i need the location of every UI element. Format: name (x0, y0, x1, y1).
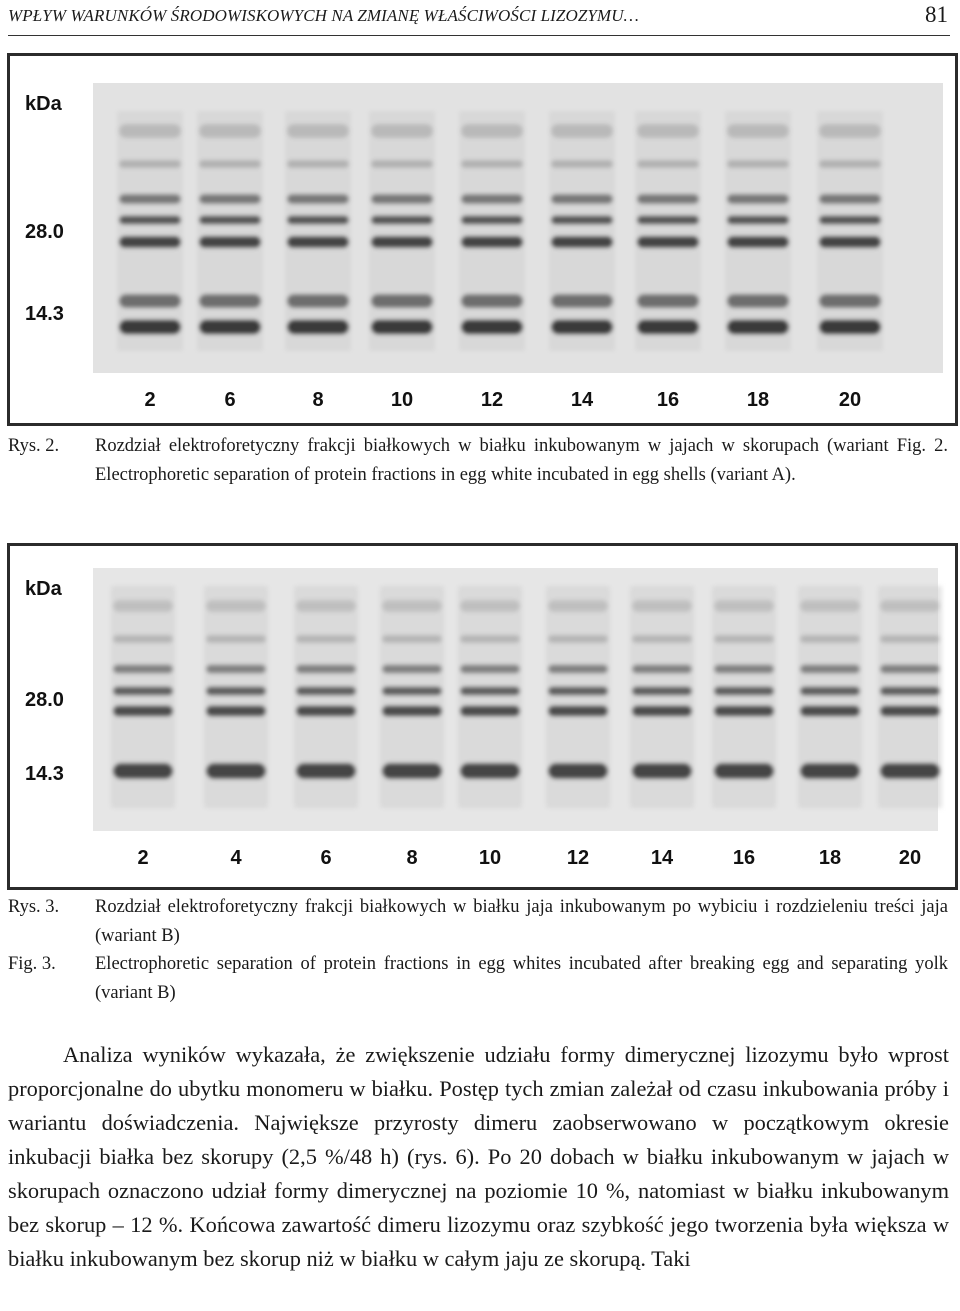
gel-lane (204, 586, 268, 808)
gel-lane (117, 111, 183, 351)
marker-label-14: 14.3 (25, 303, 64, 325)
protein-band (800, 665, 860, 674)
lane-smear (459, 111, 525, 351)
gel-image-fig3 (10, 546, 955, 887)
protein-band (460, 763, 520, 779)
protein-band (727, 194, 789, 204)
protein-band (819, 216, 881, 225)
protein-band (371, 294, 433, 308)
gel-lane (630, 586, 694, 808)
protein-band (551, 236, 613, 248)
protein-band (727, 160, 789, 168)
caption-label-en: Fig. 3. (8, 954, 56, 974)
protein-band (551, 216, 613, 225)
protein-band (632, 687, 692, 696)
lane-label: 6 (320, 847, 332, 869)
lane-label: 16 (656, 389, 680, 411)
lane-label: 14 (570, 389, 594, 411)
protein-band (119, 194, 181, 204)
protein-band (632, 763, 692, 779)
protein-band (119, 124, 181, 138)
protein-band (460, 687, 520, 696)
protein-band (206, 687, 266, 696)
protein-band (819, 160, 881, 168)
lane-smear (817, 111, 883, 351)
gel-lane (817, 111, 883, 351)
gel-lane (369, 111, 435, 351)
protein-band (714, 687, 774, 696)
marker-label-28: 28.0 (25, 221, 64, 243)
protein-band (800, 687, 860, 696)
protein-band (287, 194, 349, 204)
protein-band (460, 665, 520, 674)
protein-band (548, 687, 608, 696)
protein-band (296, 600, 356, 612)
protein-band (548, 600, 608, 612)
protein-band (880, 687, 940, 696)
protein-band (461, 236, 523, 248)
protein-band (727, 216, 789, 225)
protein-band (382, 665, 442, 674)
lane-label: 12 (480, 389, 504, 411)
gel-lane (712, 586, 776, 808)
lane-label: 4 (230, 847, 242, 869)
unit-label: kDa (25, 578, 62, 600)
body-paragraph: Analiza wyników wykazała, że zwiększenie udziału formy dimerycznej lizozymu było wprost proporcjonalne do ubytku monomeru w białku. Postęp tych zmian zależał od czasu inkubowania próby i wariantu doświadczenia. Największe przyrosty dimeru zaobserwowano w początkowym okresie inkubacji białka bez skorupy (2,5 %/48 h) (rys. 6). Po 20 dobach w białku inkubowanym w jajach w skorupach oznaczono udział formy dimerycznej na poziomie 10 %, natomiast w białku inkubowanym bez skorup – 12 %. Końcowa zawartość dimeru lizozymu oraz szybkość jego tworzenia była większa w białku inkubowanym bez skorup niż w białku w całym jaju ze skorupą. Taki (8, 1042, 949, 1271)
protein-band (819, 194, 881, 204)
protein-band (296, 687, 356, 696)
running-header (8, 0, 950, 36)
protein-band (880, 763, 940, 779)
protein-band (287, 216, 349, 225)
protein-band (296, 635, 356, 643)
protein-band (119, 216, 181, 225)
gel-image-fig2 (10, 56, 955, 423)
lane-label: 10 (478, 847, 502, 869)
gel-lane (111, 586, 175, 808)
protein-band (382, 600, 442, 612)
protein-band (714, 706, 774, 717)
protein-band (296, 763, 356, 779)
lane-label: 2 (144, 389, 156, 411)
protein-band (714, 635, 774, 643)
protein-band (206, 600, 266, 612)
protein-band (727, 320, 789, 335)
lane-label: 12 (566, 847, 590, 869)
protein-band (637, 124, 699, 138)
protein-band (119, 160, 181, 168)
protein-band (199, 216, 261, 225)
protein-band (637, 194, 699, 204)
protein-band (371, 216, 433, 225)
lane-smear (197, 111, 263, 351)
protein-band (460, 600, 520, 612)
lane-label: 20 (838, 389, 862, 411)
protein-band (206, 763, 266, 779)
lane-smear (725, 111, 791, 351)
gel-lane (725, 111, 791, 351)
gel-lanes (117, 111, 883, 351)
gel-lane (546, 586, 610, 808)
protein-band (206, 706, 266, 717)
protein-band (199, 124, 261, 138)
protein-band (714, 763, 774, 779)
protein-band (551, 160, 613, 168)
protein-band (800, 635, 860, 643)
lane-label: 10 (390, 389, 414, 411)
protein-band (460, 635, 520, 643)
protein-band (206, 665, 266, 674)
lane-labels (144, 389, 861, 411)
protein-band (113, 763, 173, 779)
protein-band (819, 124, 881, 138)
protein-band (287, 320, 349, 335)
protein-band (819, 294, 881, 308)
figure-3-caption (0, 893, 960, 1013)
caption-label: Rys. 2. (8, 436, 60, 456)
figure-2 (7, 53, 958, 426)
lane-smear (369, 111, 435, 351)
gel-lane (878, 586, 942, 808)
protein-band (461, 216, 523, 225)
protein-band (296, 665, 356, 674)
protein-band (371, 124, 433, 138)
protein-band (382, 687, 442, 696)
protein-band (551, 320, 613, 335)
protein-band (113, 600, 173, 612)
protein-band (880, 635, 940, 643)
protein-band (637, 320, 699, 335)
protein-band (113, 665, 173, 674)
protein-band (632, 600, 692, 612)
protein-band (460, 706, 520, 717)
protein-band (113, 706, 173, 717)
protein-band (199, 160, 261, 168)
protein-band (382, 635, 442, 643)
protein-band (637, 294, 699, 308)
protein-band (119, 236, 181, 248)
lane-label: 6 (224, 389, 236, 411)
page-number: 81 (925, 2, 948, 27)
protein-band (371, 236, 433, 248)
protein-band (637, 236, 699, 248)
gel-lane (635, 111, 701, 351)
protein-band (548, 635, 608, 643)
protein-band (632, 665, 692, 674)
protein-band (119, 320, 181, 335)
lane-labels (137, 847, 921, 869)
protein-band (819, 320, 881, 335)
protein-band (206, 635, 266, 643)
protein-band (382, 763, 442, 779)
gel-lane (458, 586, 522, 808)
protein-band (551, 194, 613, 204)
protein-band (199, 320, 261, 335)
lane-smear (117, 111, 183, 351)
protein-band (714, 665, 774, 674)
caption-text-en: Electrophoretic separation of protein fractions in egg whites incubated after breaking egg and separating yolk (variant B) (95, 954, 948, 1003)
protein-band (727, 294, 789, 308)
protein-band (371, 160, 433, 168)
protein-band (800, 706, 860, 717)
protein-band (461, 194, 523, 204)
gel-lane (285, 111, 351, 351)
protein-band (637, 160, 699, 168)
protein-band (632, 706, 692, 717)
protein-band (287, 236, 349, 248)
protein-band (637, 216, 699, 225)
lane-smear (549, 111, 615, 351)
protein-band (800, 600, 860, 612)
protein-band (113, 687, 173, 696)
protein-band (371, 194, 433, 204)
lane-label: 20 (898, 847, 922, 869)
protein-band (461, 160, 523, 168)
protein-band (199, 294, 261, 308)
caption-text: Rozdział elektroforetyczny frakcji białkowych w białku inkubowanym w jajach w skorupach (wariant Fig. 2. Electrophoretic separation of protein fractions in egg white incubated in egg shells (variant A). (95, 436, 948, 485)
protein-band (113, 635, 173, 643)
caption-label-pl: Rys. 3. (8, 897, 60, 917)
unit-label: kDa (25, 93, 62, 115)
protein-band (727, 124, 789, 138)
lane-label: 2 (137, 847, 149, 869)
caption-text-pl: Rozdział elektroforetyczny frakcji białkowych w białku jaja inkubowanym po wybiciu i rozdzieleniu treści jaja (wariant B) (95, 897, 948, 946)
protein-band (382, 706, 442, 717)
marker-label-14: 14.3 (25, 763, 64, 785)
protein-band (880, 600, 940, 612)
protein-band (461, 294, 523, 308)
lane-label: 18 (818, 847, 842, 869)
lane-label: 18 (746, 389, 770, 411)
protein-band (819, 236, 881, 248)
protein-band (548, 763, 608, 779)
protein-band (632, 635, 692, 643)
protein-band (880, 665, 940, 674)
figure-3 (7, 543, 958, 890)
protein-band (287, 160, 349, 168)
figure-2-caption (0, 432, 960, 522)
protein-band (287, 124, 349, 138)
protein-band (199, 194, 261, 204)
protein-band (548, 706, 608, 717)
gel-lane (380, 586, 444, 808)
protein-band (800, 763, 860, 779)
protein-band (296, 706, 356, 717)
gel-lane (197, 111, 263, 351)
lane-label: 8 (406, 847, 418, 869)
protein-band (714, 600, 774, 612)
running-title: WPŁYW WARUNKÓW ŚRODOWISKOWYCH NA ZMIANĘ WŁAŚCIWOŚCI LIZOZYMU… (8, 6, 639, 25)
lane-label: 8 (312, 389, 324, 411)
lane-label: 14 (650, 847, 674, 869)
protein-band (461, 124, 523, 138)
protein-band (199, 236, 261, 248)
protein-band (371, 320, 433, 335)
protein-band (548, 665, 608, 674)
gel-lane (549, 111, 615, 351)
gel-lane (798, 586, 862, 808)
protein-band (461, 320, 523, 335)
protein-band (119, 294, 181, 308)
lane-label: 16 (732, 847, 756, 869)
gel-lane (294, 586, 358, 808)
protein-band (880, 706, 940, 717)
protein-band (727, 236, 789, 248)
lane-smear (635, 111, 701, 351)
protein-band (287, 294, 349, 308)
protein-band (551, 124, 613, 138)
lane-smear (285, 111, 351, 351)
marker-label-28: 28.0 (25, 689, 64, 711)
gel-lane (459, 111, 525, 351)
protein-band (551, 294, 613, 308)
